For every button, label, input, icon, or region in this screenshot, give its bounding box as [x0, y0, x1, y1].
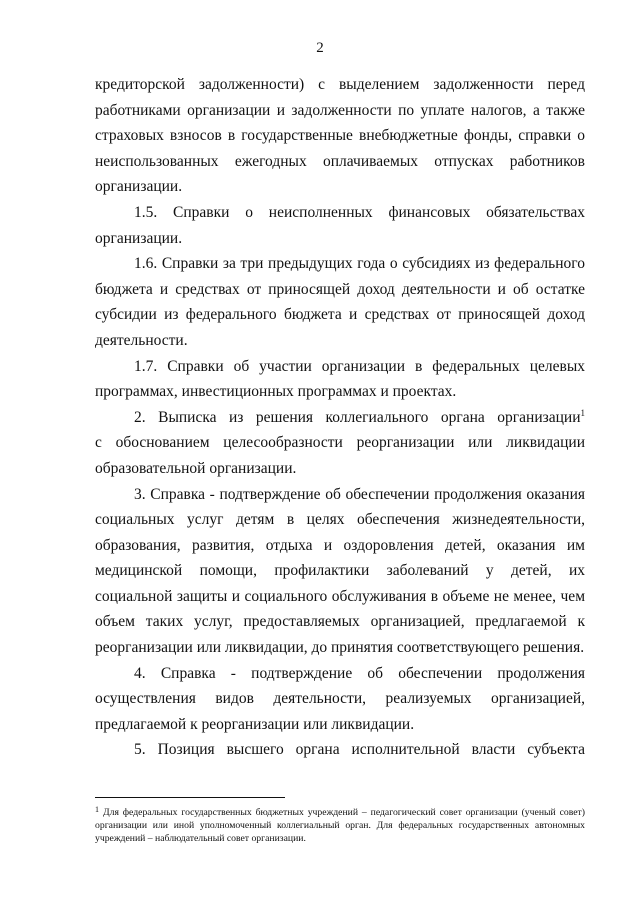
paragraph-4: 4. Справка - подтверждение об обеспечении продолжения осуществления видов деятельности, реализуемых организацией, предлагаемой к реорганизации или ликвидации. — [95, 664, 585, 733]
paragraph-1-6: 1.6. Справки за три предыдущих года о субсидиях из федерального бюджета и средствах от приносящей доход деятельности и об остатке субсидии из федерального бюджета и средствах от приносящей доход деятельности. — [95, 255, 585, 349]
footnote-reference: 1 — [580, 407, 585, 418]
document-body — [95, 72, 585, 763]
paragraph-3: 3. Справка - подтверждение об обеспечении продолжения оказания социальных услуг детям в целях обеспечения жизнедеятельности, образования, развития, отдыха и оздоровления детей, оказания им медицинской помощи, профилактики заболеваний у детей, их социальной защиты и социального обслуживания в объеме не менее, чем объем таких услуг, предоставляемых организацией, предлагаемой к реорганизации или ликвидации, до принятия соответствующего решения. — [95, 485, 585, 657]
footnote-text: Для федеральных государственных бюджетных учреждений – педагогический совет организации (ученый совет) организации или иной уполномоченный коллегиальный орган. Для федеральных государственных автономных учреждений – наблюдательный совет организации. — [95, 807, 585, 844]
paragraph-2-text: 2. Выписка из решения коллегиального органа организации — [134, 408, 581, 426]
paragraph-2-continuation: с обоснованием целесообразности реорганизации или ликвидации образовательной организации. — [95, 434, 585, 477]
paragraph-debt-continuation: кредиторской задолженности) с выделением задолженности перед работниками организации и задолженности по уплате налогов, а также страховых взносов в государственные внебюджетные фонды, справки о неиспользованных ежегодных оплачиваемых отпусках работников организации. — [95, 76, 585, 196]
footnote — [95, 803, 585, 845]
paragraph-1-5: 1.5. Справки о неисполненных финансовых обязательствах организации. — [95, 203, 585, 247]
page-number: 2 — [316, 40, 324, 56]
footnote-mark: 1 — [95, 805, 99, 814]
paragraph-1-7: 1.7. Справки об участии организации в федеральных целевых программах, инвестиционных программах и проектах. — [95, 357, 585, 401]
paragraph-5: 5. Позиция высшего органа исполнительной власти субъекта — [134, 741, 585, 759]
paragraph-2 — [95, 405, 585, 431]
footnote-divider — [95, 797, 285, 798]
